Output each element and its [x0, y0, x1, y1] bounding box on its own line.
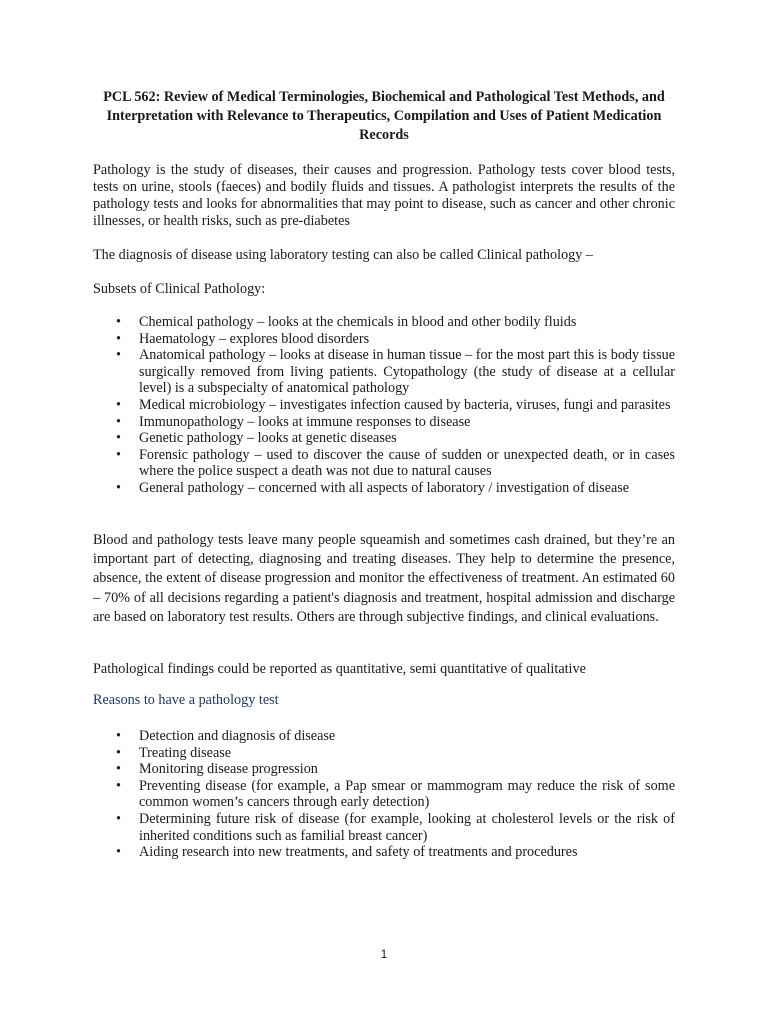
subsets-list [139, 314, 675, 497]
list-item: • Detection and diagnosis of disease [139, 728, 675, 745]
list-item: • Aiding research into new treatments, and safety of treatments and procedures [139, 844, 675, 861]
list-item: • Immunopathology – looks at immune responses to disease [139, 414, 675, 431]
reasons-list [139, 728, 675, 861]
list-item: • Haematology – explores blood disorders [139, 331, 675, 348]
list-item: • Chemical pathology – looks at the chemicals in blood and other bodily fluids [139, 314, 675, 331]
list-item: • Monitoring disease progression [139, 761, 675, 778]
diagnosis-paragraph: The diagnosis of disease using laboratory testing can also be called Clinical pathology – [93, 247, 593, 263]
blood-tests-paragraph: Blood and pathology tests leave many people squeamish and sometimes cash drained, but they’re an important part of detecting, diagnosing and treating diseases. They help to determine the presence, absence, the extent of disease progression and monitor the effectiveness of treatment. An estimated 60 – 70% of all decisions regarding a patient's diagnosis and treatment, hospital admission and discharge are based on laboratory test results. Others are through subjective findings, and clinical evaluations. [93, 532, 675, 625]
intro-paragraph: Pathology is the study of diseases, their causes and progression. Pathology tests cover blood tests, tests on urine, stools (faeces) and bodily fluids and tissues. A pathologist interprets the results of the pathology tests and looks for abnormalities that may point to disease, such as cancer and other chronic illnesses, or health risks, such as pre-diabetes [93, 162, 675, 229]
list-item: • Anatomical pathology – looks at disease in human tissue – for the most part this is body tissue surgically removed from living patients. Cytopathology (the study of disease at a cellular level) is a subspecialty of anatomical pathology [139, 347, 675, 397]
list-item: • Preventing disease (for example, a Pap smear or mammogram may reduce the risk of some common women’s cancers through early detection) [139, 778, 675, 811]
list-item: • Determining future risk of disease (for example, looking at cholesterol levels or the risk of inherited conditions such as familial breast cancer) [139, 811, 675, 844]
page-number: 1 [380, 947, 388, 961]
list-item: • Treating disease [139, 745, 675, 762]
list-item: • General pathology – concerned with all aspects of laboratory / investigation of disease [139, 480, 675, 497]
reasons-heading: Reasons to have a pathology test [93, 692, 279, 708]
findings-paragraph: Pathological findings could be reported as quantitative, semi quantitative of qualitative [93, 661, 586, 677]
list-item: • Medical microbiology – investigates infection caused by bacteria, viruses, fungi and parasites [139, 397, 675, 414]
list-item: • Genetic pathology – looks at genetic diseases [139, 430, 675, 447]
list-item: • Forensic pathology – used to discover the cause of sudden or unexpected death, or in cases where the police suspect a death was not due to natural causes [139, 447, 675, 480]
subsets-heading: Subsets of Clinical Pathology: [93, 281, 266, 297]
document-title: PCL 562: Review of Medical Terminologies, Biochemical and Pathological Test Methods, and Interpretation with Relevance to Therapeutics, Compilation and Uses of Patient Medication Records [103, 89, 665, 143]
